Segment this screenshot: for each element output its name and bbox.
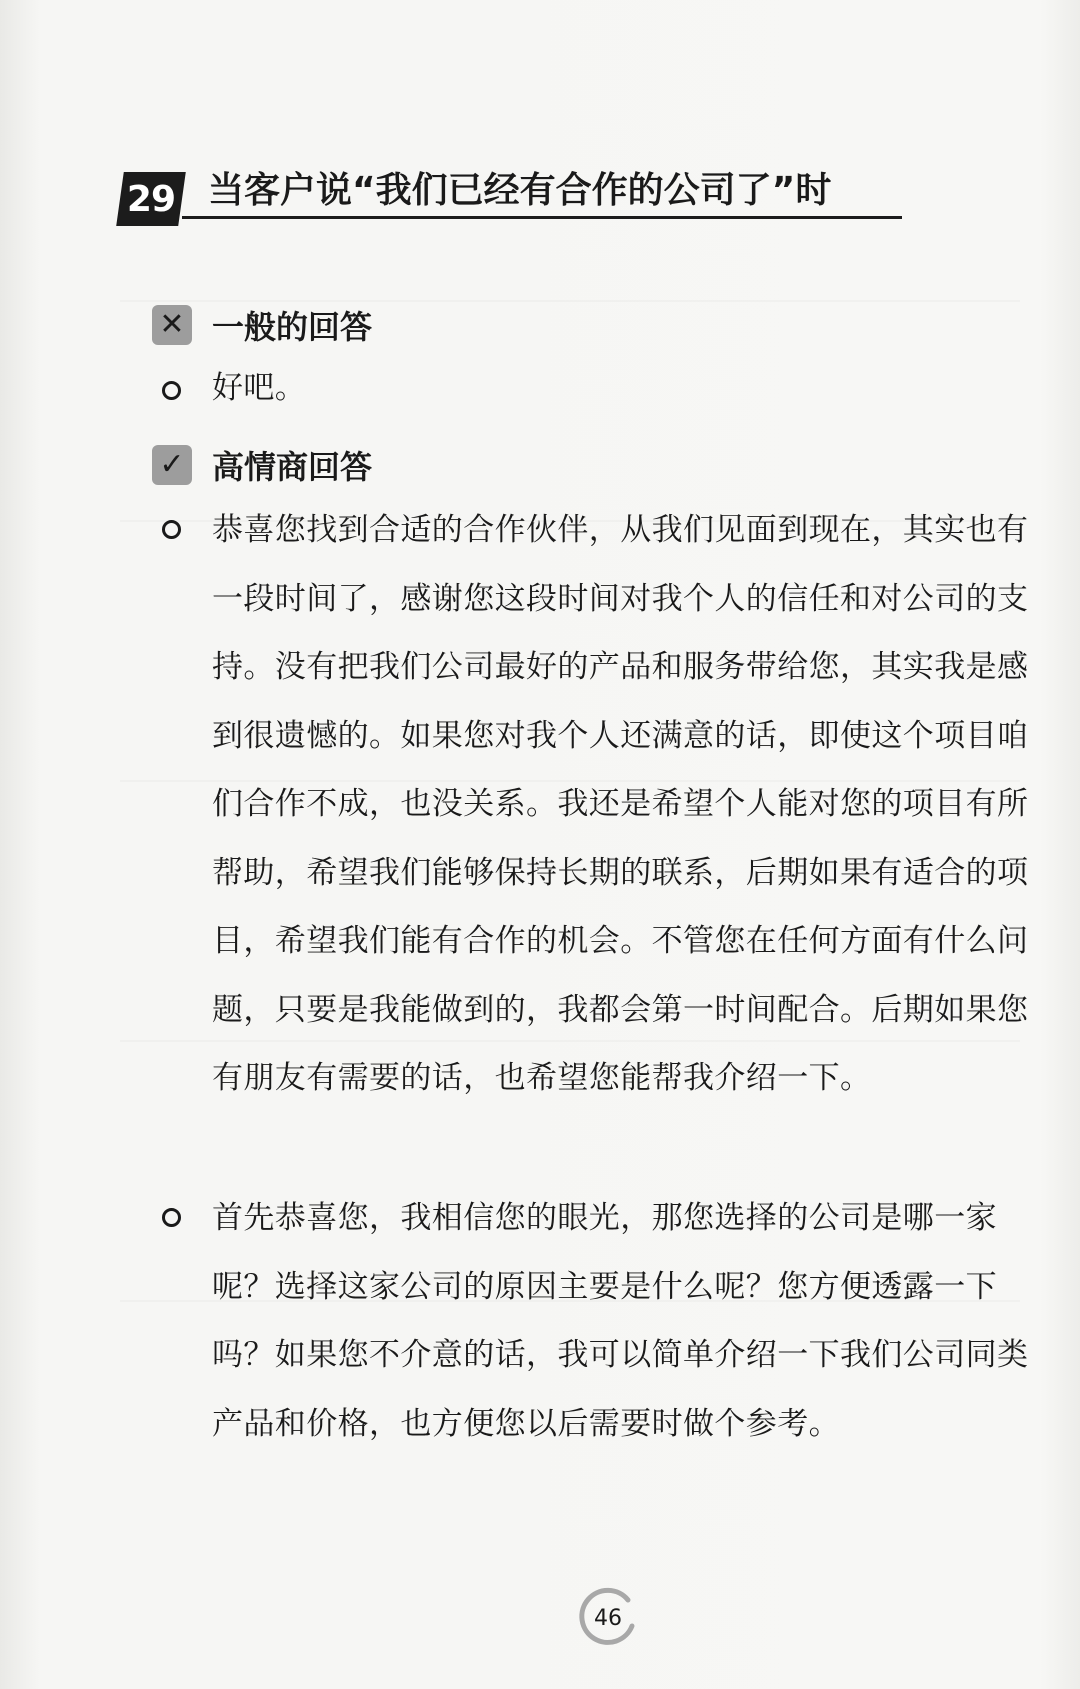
check-mark-icon: ✓ — [152, 445, 192, 485]
chapter-heading — [120, 156, 910, 236]
title-underline — [182, 216, 902, 219]
section-general-answer — [152, 302, 372, 348]
answer-text: 首先恭喜您，我相信您的眼光，那您选择的公司是哪一家呢？选择这家公司的原因主要是什么呢？您方便透露一下吗？如果您不介意的话，我可以简单介绍一下我们公司同类产品和价格，也方便您以后需要时做个参考。 — [212, 1200, 1029, 1442]
answer-text: 好吧。 — [212, 370, 307, 406]
bullet-circle-icon — [162, 520, 181, 539]
section-high-eq-answer — [152, 442, 372, 488]
section-label: 一般的回答 — [212, 308, 373, 346]
page-number: 46 — [594, 1605, 622, 1631]
chapter-title: 当客户说“我们已经有合作的公司了”时 — [208, 170, 832, 211]
bullet-circle-icon — [162, 1208, 181, 1227]
page-number-badge — [576, 1586, 640, 1650]
answer-text: 恭喜您找到合适的合作伙伴，从我们见面到现在，其实也有一段时间了，感谢您这段时间对我个人的信任和对公司的支持。没有把我们公司最好的产品和服务带给您，其实我是感到很遗憾的。如果您对我个人还满意的话，即使这个项目咱们合作不成，也没关系。我还是希望个人能对您的项目有所帮助，希望我们能够保持长期的联系，后期如果有适合的项目，希望我们能有合作的机会。不管您在任何方面有什么问题，只要是我能做到的，我都会第一时间配合。后期如果您有朋友有需要的话，也希望您能帮我介绍一下。 — [212, 512, 1029, 1096]
x-mark-icon: ✕ — [152, 305, 192, 345]
bullet-circle-icon — [162, 381, 181, 400]
section-label: 高情商回答 — [212, 448, 373, 486]
chapter-number: 29 — [126, 178, 176, 220]
chapter-number-badge — [116, 172, 186, 226]
